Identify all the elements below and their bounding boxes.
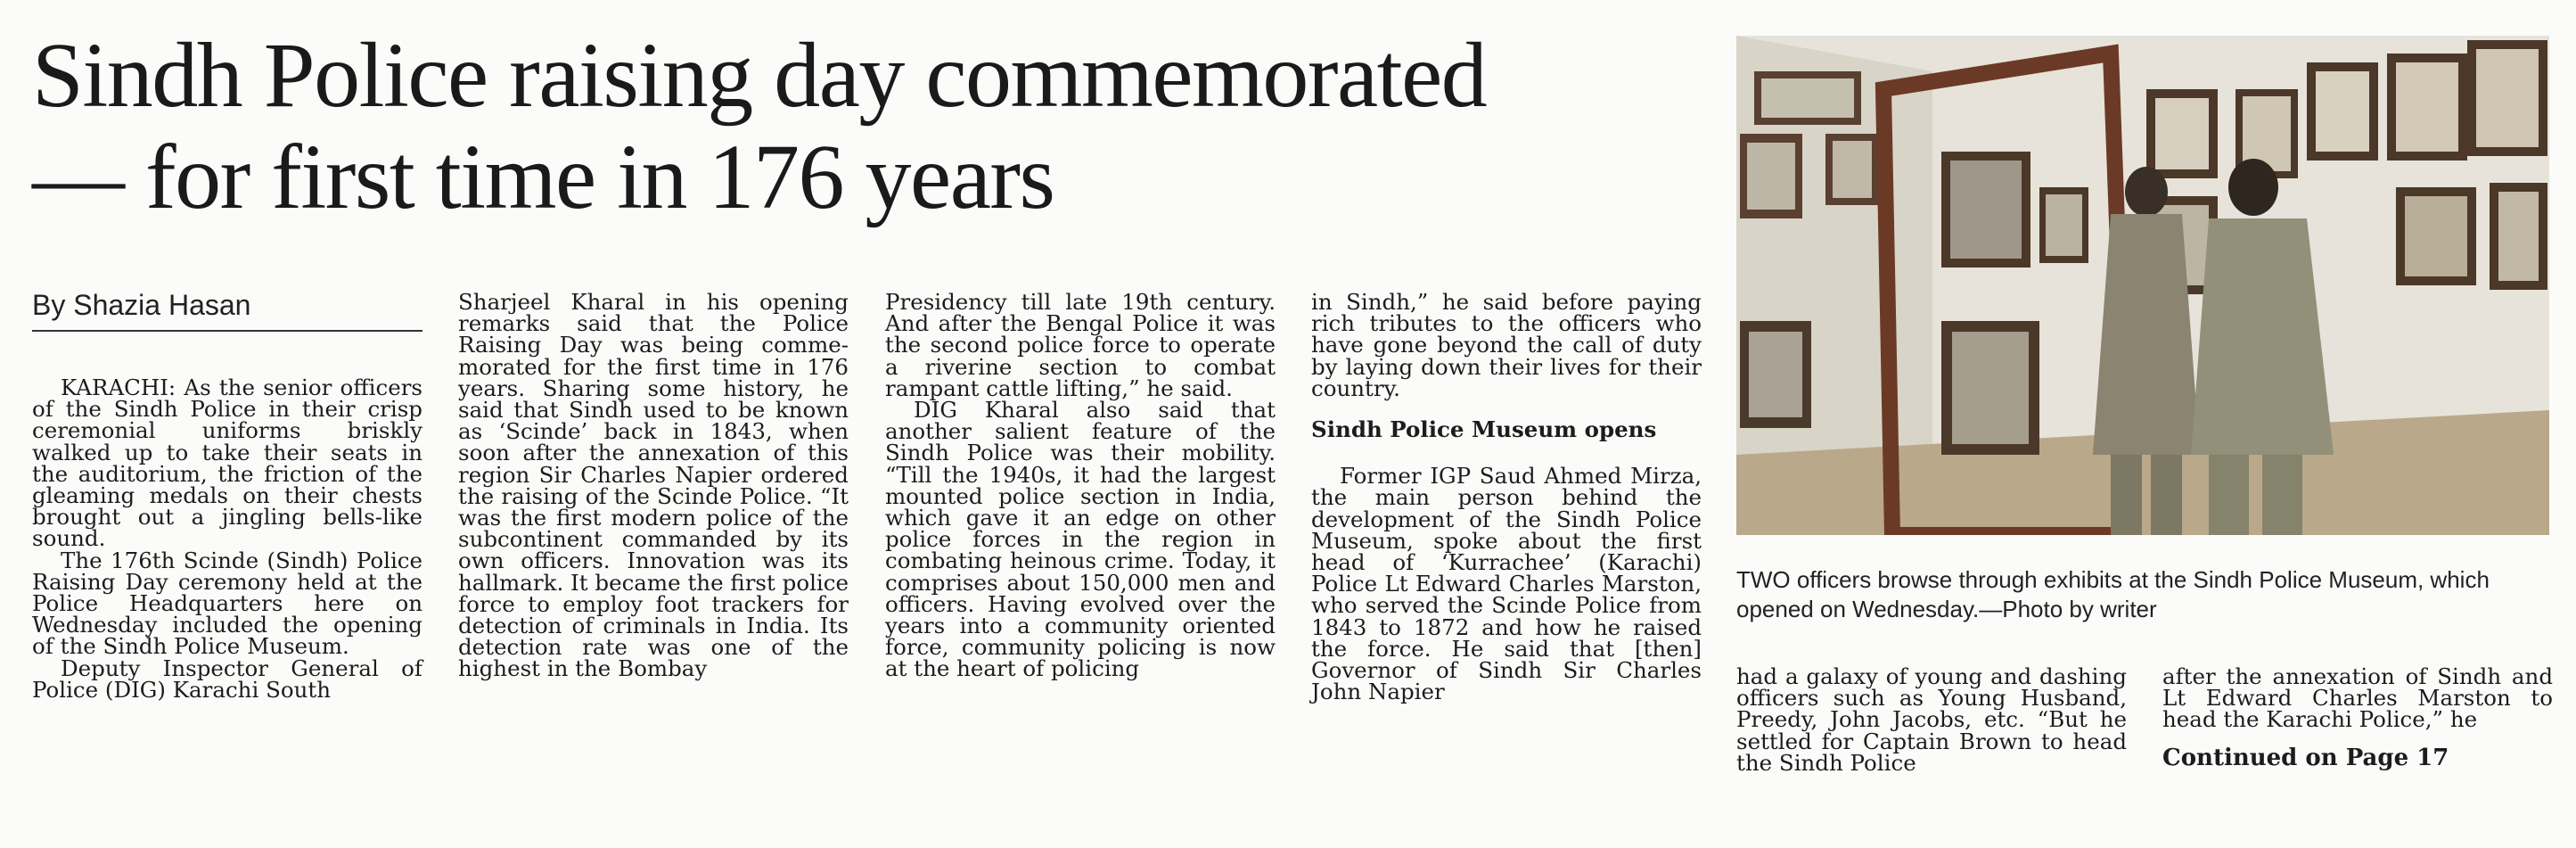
paragraph: Sharjeel Kharal in his opening remarks said that the Police Raising Day was being commemorated for the first time in 176 years. Sharing some history, he said that Sindh used to be known as ‘Scinde’ back in 1843, when soon after the annexation of this region Sir Charles Napier ordered the raising of the Scinde Police. “It was the first modern police of the subcontinent commanded by its own officers. Innovation was its hallmark. It became the first police force to employ foot trackers for detection of criminals in India. Its detection rate was one of the highest in the Bombay [458, 289, 849, 682]
article-column-3 [885, 289, 1276, 682]
paragraph: had a galaxy of young and dashing officers such as Young Husband, Preedy, John Jacobs, etc. “But he settled for Captain Brown to head the Sindh Police [1736, 663, 2127, 776]
continued-notice: Continued on Page 17 [2162, 744, 2449, 771]
subheading: Sindh Police Museum opens [1311, 416, 1657, 443]
headline [32, 25, 1708, 228]
byline: By Shazia Hasan [32, 289, 251, 321]
article-column-6 [2162, 663, 2553, 771]
paragraph: Presidency till late 19th century. And after the Bengal Police it was the second police force to operate a riverine section to combat rampant cattle lifting,” he said. [885, 289, 1276, 401]
paragraph: after the annexation of Sindh and Lt Edward Charles Marston to head the Karachi Police,” he [2162, 663, 2553, 733]
article-column-2 [458, 289, 849, 682]
article-column-4 [1311, 289, 1702, 705]
photo-caption: TWO officers browse through exhibits at the Sindh Police Museum, which opened on Wednesday.—Photo by writer [1736, 566, 2490, 622]
byline-divider [32, 330, 422, 332]
headline-line-2: — for first time in 176 years [32, 126, 1054, 228]
article-column-1 [32, 377, 422, 701]
paragraph: in Sindh,” he said before paying rich tributes to the officers who have gone beyond the call of duty by laying down their lives for their country. [1311, 289, 1702, 401]
article-column-5 [1736, 663, 2127, 776]
headline-line-1: Sindh Police raising day commemorated [32, 24, 1487, 127]
paragraph: DIG Kharal also said that another salient feature of the Sindh Police was their mobility. “Till the 1940s, it had the largest mounted police section in India, which gave it an edge on other police forces in the region in combating heinous crime. Today, it comprises about 150,000 men and officers. Having evolved over the years into a community oriented force, community policing is now at the heart of policing [885, 397, 1276, 682]
paragraph: The 176th Scinde (Sindh) Police Raising Day ceremony held at the Police Headquarters here on Wednesday included the opening of the Sindh Police Museum. [32, 547, 422, 660]
paragraph: KARACHI: As the senior officers of the Sindh Police in their crisp ceremonial uniforms briskly walked up to take their seats in the auditorium, the friction of the gleaming medals on their chests brought out a jingling bells-like sound. [32, 375, 422, 552]
museum-photo-illustration [1736, 36, 2549, 535]
paragraph: Deputy Inspector General of Police (DIG) Karachi South [32, 655, 422, 703]
paragraph: Former IGP Saud Ahmed Mirza, the main person behind the development of the Sindh Police Museum, spoke about the first head of ‘Kurrachee’ (Karachi) Police Lt Edward Charles Marston, who served the Scinde Police from 1843 to 1872 and how he raised the force. He said that [then] Governor of Sindh Sir Charles John Napier [1311, 463, 1702, 705]
museum-photo [1736, 36, 2549, 535]
